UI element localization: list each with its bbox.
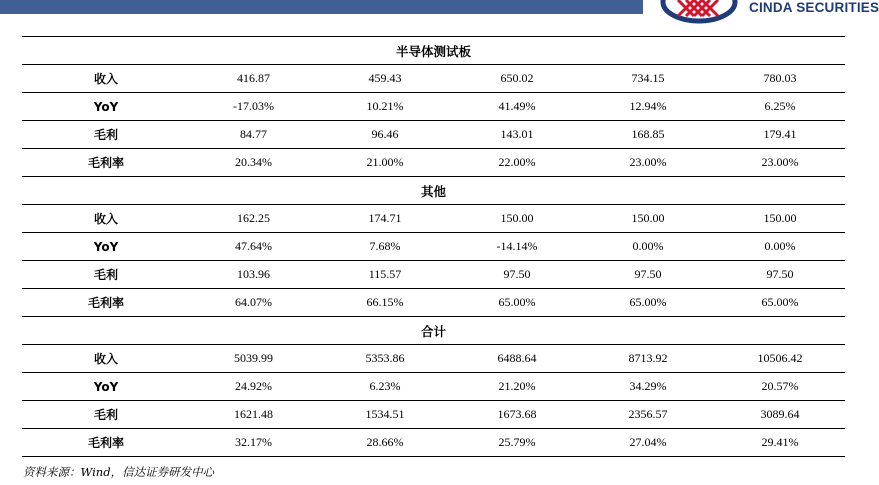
financial-table xyxy=(22,36,845,457)
table-cell: 97.50 xyxy=(581,261,715,289)
table-cell: 96.46 xyxy=(317,121,453,149)
cinda-logo-mark-icon xyxy=(658,0,740,26)
section-header-row xyxy=(22,37,845,65)
table-cell: 150.00 xyxy=(581,205,715,233)
table-cell: 0.00% xyxy=(581,233,715,261)
row-label: 毛利 xyxy=(22,401,190,429)
table-cell: 150.00 xyxy=(715,205,845,233)
cinda-logo xyxy=(652,0,879,24)
table-cell: 27.04% xyxy=(581,429,715,457)
table-cell: 22.00% xyxy=(453,149,581,177)
table-cell: 6.23% xyxy=(317,373,453,401)
row-label: 收入 xyxy=(22,205,190,233)
table-row xyxy=(22,429,845,457)
table-cell: 47.64% xyxy=(190,233,317,261)
table-cell: 28.66% xyxy=(317,429,453,457)
table-row xyxy=(22,93,845,121)
table-row xyxy=(22,401,845,429)
row-label: 收入 xyxy=(22,345,190,373)
table-cell: 3089.64 xyxy=(715,401,845,429)
table-cell: 20.57% xyxy=(715,373,845,401)
row-label: YoY xyxy=(22,93,190,121)
table-cell: 41.49% xyxy=(453,93,581,121)
header-band xyxy=(0,0,643,14)
table-row xyxy=(22,65,845,93)
table-cell: 20.34% xyxy=(190,149,317,177)
table-cell: 143.01 xyxy=(453,121,581,149)
table-row xyxy=(22,289,845,317)
table-body xyxy=(22,37,845,457)
table-cell: 7.68% xyxy=(317,233,453,261)
table-cell: 1534.51 xyxy=(317,401,453,429)
table-row xyxy=(22,261,845,289)
table-cell: 23.00% xyxy=(581,149,715,177)
section-title: 合计 xyxy=(22,317,845,345)
table-cell: 5039.99 xyxy=(190,345,317,373)
table-row xyxy=(22,149,845,177)
row-label: 毛利率 xyxy=(22,289,190,317)
table-cell: 64.07% xyxy=(190,289,317,317)
row-label: YoY xyxy=(22,373,190,401)
table-cell: 66.15% xyxy=(317,289,453,317)
table-cell: 65.00% xyxy=(715,289,845,317)
table-cell: 21.20% xyxy=(453,373,581,401)
table-cell: 2356.57 xyxy=(581,401,715,429)
table-cell: 103.96 xyxy=(190,261,317,289)
row-label: 收入 xyxy=(22,65,190,93)
table-cell: 179.41 xyxy=(715,121,845,149)
table-cell: 6.25% xyxy=(715,93,845,121)
table-cell: 23.00% xyxy=(715,149,845,177)
logo-text: CINDA SECURITIES xyxy=(749,0,879,15)
table-cell: 115.57 xyxy=(317,261,453,289)
table-cell: 1621.48 xyxy=(190,401,317,429)
table-cell: 459.43 xyxy=(317,65,453,93)
table-cell: 416.87 xyxy=(190,65,317,93)
table-cell: 97.50 xyxy=(453,261,581,289)
table-cell: 650.02 xyxy=(453,65,581,93)
section-header-row xyxy=(22,177,845,205)
table-cell: 29.41% xyxy=(715,429,845,457)
table-cell: 168.85 xyxy=(581,121,715,149)
table-cell: 32.17% xyxy=(190,429,317,457)
row-label: 毛利率 xyxy=(22,149,190,177)
row-label: 毛利率 xyxy=(22,429,190,457)
table-cell: 162.25 xyxy=(190,205,317,233)
table-row xyxy=(22,205,845,233)
table-row xyxy=(22,373,845,401)
row-label: YoY xyxy=(22,233,190,261)
table-cell: 1673.68 xyxy=(453,401,581,429)
row-label: 毛利 xyxy=(22,261,190,289)
table-cell: 84.77 xyxy=(190,121,317,149)
table-cell: 24.92% xyxy=(190,373,317,401)
section-title: 半导体测试板 xyxy=(22,37,845,65)
table-cell: 150.00 xyxy=(453,205,581,233)
table-cell: -17.03% xyxy=(190,93,317,121)
table-cell: 5353.86 xyxy=(317,345,453,373)
table-cell: 34.29% xyxy=(581,373,715,401)
section-title: 其他 xyxy=(22,177,845,205)
table-cell: 65.00% xyxy=(453,289,581,317)
table-cell: 97.50 xyxy=(715,261,845,289)
table-cell: 6488.64 xyxy=(453,345,581,373)
table-row xyxy=(22,121,845,149)
table-cell: 25.79% xyxy=(453,429,581,457)
table-cell: 21.00% xyxy=(317,149,453,177)
table-row xyxy=(22,345,845,373)
table-cell: 174.71 xyxy=(317,205,453,233)
source-note: 资料来源：Wind，信达证券研发中心 xyxy=(23,465,215,479)
section-header-row xyxy=(22,317,845,345)
table-cell: 0.00% xyxy=(715,233,845,261)
table-cell: 734.15 xyxy=(581,65,715,93)
table-cell: 8713.92 xyxy=(581,345,715,373)
table-cell: -14.14% xyxy=(453,233,581,261)
table-cell: 10.21% xyxy=(317,93,453,121)
table-row xyxy=(22,233,845,261)
table-cell: 10506.42 xyxy=(715,345,845,373)
table-cell: 12.94% xyxy=(581,93,715,121)
table-cell: 780.03 xyxy=(715,65,845,93)
row-label: 毛利 xyxy=(22,121,190,149)
table-cell: 65.00% xyxy=(581,289,715,317)
